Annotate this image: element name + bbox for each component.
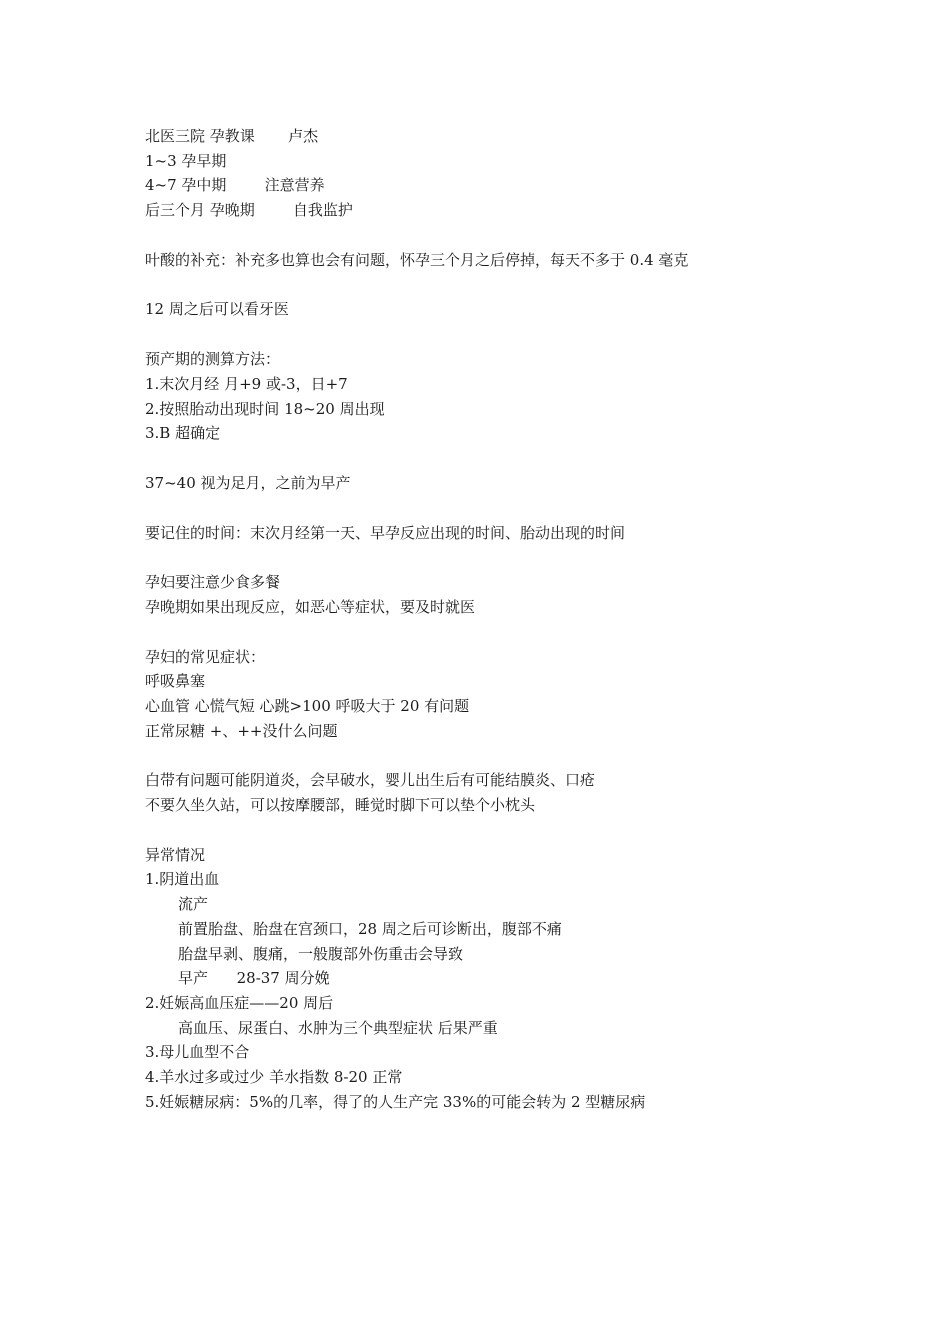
spacer (145, 496, 865, 521)
spacer (145, 272, 865, 297)
full-term-line: 37~40 视为足月，之前为早产 (145, 473, 351, 492)
abnormal-subitem: 流产 (178, 895, 209, 914)
abnormal-item: 2.妊娠高血压症——20 周后 (145, 993, 334, 1012)
due-date-item: 3.B 超确定 (145, 424, 221, 443)
spacer (145, 545, 865, 570)
remember-times-line: 要记住的时间：末次月经第一天、早孕反应出现的时间、胎动出现的时间 (145, 523, 626, 542)
trimester-early-line: 1~3 孕早期 (145, 151, 227, 170)
abnormal-item: 3.母儿血型不合 (145, 1043, 250, 1062)
abnormal-heading: 异常情况 (145, 845, 206, 864)
symptom-item: 呼吸鼻塞 (145, 672, 206, 691)
leukorrhea-line: 白带有问题可能阴道炎，会早破水，婴儿出生后有可能结膜炎、口疮 (145, 771, 596, 790)
trimester-middle-line: 4~7 孕中期 注意营养 (145, 176, 325, 195)
document-body (145, 124, 865, 1114)
spacer (145, 743, 865, 768)
spacer (145, 322, 865, 347)
diet-line: 孕妇要注意少食多餐 (145, 573, 281, 592)
spacer (145, 223, 865, 248)
abnormal-subitem: 高血压、尿蛋白、水肿为三个典型症状 后果严重 (178, 1018, 498, 1037)
symptom-item: 心血管 心慌气短 心跳>100 呼吸大于 20 有问题 (145, 697, 470, 715)
abnormal-item: 4.羊水过多或过少 羊水指数 8-20 正常 (145, 1067, 403, 1086)
diet-line: 孕晚期如果出现反应，如恶心等症状，要及时就医 (145, 597, 476, 616)
due-date-item: 1.末次月经 月+9 或-3，日+7 (145, 374, 348, 393)
abnormal-subitem: 前置胎盘、胎盘在宫颈口，28 周之后可诊断出，腹部不痛 (178, 919, 562, 938)
abnormal-subitem: 胎盘早剥、腹痛，一般腹部外伤重击会导致 (178, 944, 464, 963)
course-title-line: 北医三院 孕教课 卢杰 (145, 127, 319, 145)
abnormal-subitem: 早产 28-37 周分娩 (178, 969, 330, 988)
spacer (145, 620, 865, 645)
trimester-late-line: 后三个月 孕晚期 自我监护 (145, 201, 353, 220)
spacer (145, 446, 865, 471)
symptoms-heading: 孕妇的常见症状： (145, 647, 266, 666)
abnormal-item: 1.阴道出血 (145, 870, 220, 889)
spacer (145, 818, 865, 843)
due-date-item: 2.按照胎动出现时间 18~20 周出现 (145, 399, 385, 418)
abnormal-item: 5.妊娠糖尿病：5%的几率，得了的人生产完 33%的可能会转为 2 型糖尿病 (145, 1092, 646, 1111)
leukorrhea-line: 不要久坐久站，可以按摩腰部，睡觉时脚下可以垫个小枕头 (145, 796, 536, 815)
due-date-heading: 预产期的测算方法： (145, 350, 281, 369)
dentist-line: 12 周之后可以看牙医 (145, 300, 289, 319)
folic-acid-line: 叶酸的补充：补充多也算也会有问题，怀孕三个月之后停掉，每天不多于 0.4 毫克 (145, 250, 689, 269)
symptom-item: 正常尿糖 +、++没什么问题 (145, 721, 338, 740)
